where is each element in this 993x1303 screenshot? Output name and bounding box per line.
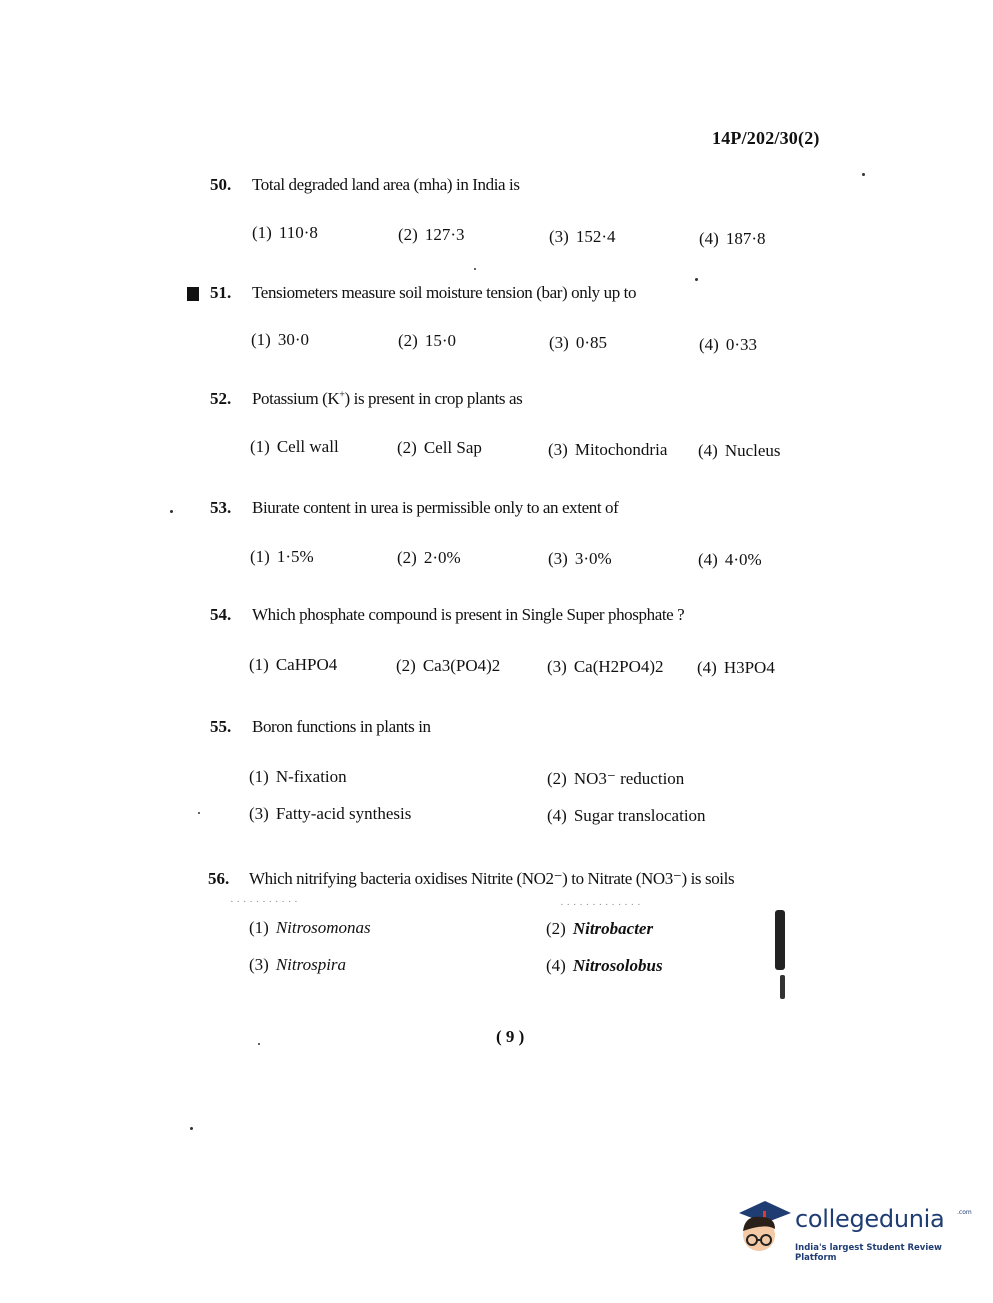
scan-speckle	[862, 173, 865, 176]
option-label: (4)	[699, 335, 719, 354]
option-50-2	[398, 225, 465, 245]
option-text: Nitrosomonas	[275, 918, 371, 937]
option-52-2	[397, 438, 482, 458]
question-text: Biurate content in urea is permissible only to an extent of	[252, 498, 619, 517]
option-51-3	[549, 333, 607, 353]
option-label: (3)	[548, 549, 568, 568]
question-number: 56.	[208, 869, 230, 888]
option-text: Cell Sap	[423, 438, 482, 457]
option-53-1	[250, 547, 314, 567]
option-50-3	[549, 227, 616, 247]
question-51	[0, 283, 993, 323]
page-number: ( 9 )	[496, 1027, 525, 1046]
option-label: (2)	[546, 919, 566, 938]
option-text: 152·4	[575, 227, 616, 246]
option-55-2	[547, 769, 684, 789]
option-label: (4)	[697, 658, 717, 677]
collegedunia-logo	[735, 1195, 972, 1265]
question-text: Which phosphate compound is present in Single Super phosphate ?	[252, 605, 685, 624]
option-label: (1)	[250, 547, 270, 566]
option-53-3	[548, 549, 612, 569]
option-text: Ca(H2PO4)2	[573, 657, 664, 676]
option-label: (4)	[698, 550, 718, 569]
question-text	[252, 389, 522, 409]
option-text: 127·3	[424, 225, 465, 244]
option-label: (3)	[549, 227, 569, 246]
question-50	[0, 175, 993, 215]
option-text: Nitrosolobus	[572, 956, 663, 975]
mascot-icon	[735, 1195, 793, 1257]
option-label: (1)	[249, 767, 269, 786]
question-text: Boron functions in plants in	[252, 717, 431, 736]
option-label: (3)	[549, 333, 569, 352]
option-text: 0·85	[575, 333, 607, 352]
scan-speckle	[258, 1043, 260, 1045]
superscript: +	[339, 389, 345, 401]
option-label: (4)	[699, 229, 719, 248]
question-text-pre: Potassium (K	[252, 389, 340, 408]
option-text: H3PO4	[723, 658, 775, 677]
option-text: Fatty-acid synthesis	[275, 804, 412, 823]
option-text: 110·8	[278, 223, 318, 242]
scan-speckle	[474, 268, 476, 270]
bleed-through-text: · · · · · · · · · · · · ·	[560, 899, 641, 911]
option-56-4	[546, 956, 663, 976]
option-label: (1)	[249, 918, 269, 937]
brand-tagline: India's largest Student Review Platform	[795, 1243, 942, 1263]
option-52-4	[698, 441, 781, 461]
option-label: (1)	[252, 223, 272, 242]
question-55	[0, 717, 993, 757]
option-text: Nucleus	[724, 441, 781, 460]
option-label: (2)	[547, 769, 567, 788]
scan-speckle	[190, 1127, 193, 1130]
scan-speckle	[198, 812, 200, 814]
scan-speckle	[695, 278, 698, 281]
question-text: Tensiometers measure soil moisture tension (bar) only up to	[252, 283, 637, 302]
option-54-4	[697, 658, 775, 678]
option-55-1	[249, 767, 347, 787]
option-50-4	[699, 229, 766, 249]
question-number: 50.	[210, 175, 232, 194]
option-label: (4)	[546, 956, 566, 975]
option-label: (2)	[396, 656, 416, 675]
question-number: 51.	[210, 283, 232, 302]
question-54	[0, 605, 993, 645]
question-number: 53.	[210, 498, 232, 517]
option-label: (3)	[547, 657, 567, 676]
question-number: 55.	[210, 717, 232, 736]
ink-smudge	[780, 975, 785, 999]
option-text: 1·5%	[276, 547, 314, 566]
option-51-1	[251, 330, 309, 350]
option-53-2	[397, 548, 461, 568]
question-number: 52.	[210, 389, 232, 408]
option-label: (1)	[250, 437, 270, 456]
option-53-4	[698, 550, 762, 570]
option-label: (2)	[397, 548, 417, 567]
option-text: Cell wall	[276, 437, 339, 456]
option-text: 2·0%	[423, 548, 461, 567]
question-number: 54.	[210, 605, 232, 624]
option-50-1	[252, 223, 318, 243]
option-text: 0·33	[725, 335, 757, 354]
option-55-4	[547, 806, 706, 826]
option-text: 3·0%	[574, 549, 612, 568]
option-52-1	[250, 437, 339, 457]
brand-domain: .com	[957, 1209, 972, 1216]
option-text: Nitrospira	[275, 955, 347, 974]
option-text: NO3⁻ reduction	[573, 769, 685, 788]
option-text: 4·0%	[724, 550, 762, 569]
option-56-1	[249, 918, 371, 938]
bleed-through-text: · · · · · · · · · · ·	[230, 896, 298, 908]
paper-code: 14P/202/30(2)	[712, 128, 820, 148]
brand-name: collegedunia	[795, 1205, 945, 1233]
question-text-post: ) is present in crop plants as	[344, 389, 523, 408]
question-text: Total degraded land area (mha) in India is	[252, 175, 520, 194]
option-56-2	[546, 919, 653, 939]
option-text: Mitochondria	[574, 440, 668, 459]
option-label: (2)	[397, 438, 417, 457]
question-text: Which nitrifying bacteria oxidises Nitrite (NO2⁻) to Nitrate (NO3⁻) is soils	[249, 869, 735, 888]
option-text: Sugar translocation	[573, 806, 706, 825]
option-label: (2)	[398, 331, 418, 350]
option-label: (3)	[548, 440, 568, 459]
option-55-3	[249, 804, 411, 824]
question-52	[0, 389, 993, 429]
option-text: Nitrobacter	[572, 919, 654, 938]
option-54-3	[547, 657, 664, 677]
option-text: 15·0	[424, 331, 456, 350]
option-label: (1)	[249, 655, 269, 674]
option-text: N-fixation	[275, 767, 347, 786]
question-53	[0, 498, 993, 538]
option-text: Ca3(PO4)2	[422, 656, 501, 675]
option-label: (2)	[398, 225, 418, 244]
option-text: 187·8	[725, 229, 766, 248]
option-56-3	[249, 955, 346, 975]
option-51-4	[699, 335, 757, 355]
option-51-2	[398, 331, 456, 351]
option-54-1	[249, 655, 337, 675]
option-label: (4)	[547, 806, 567, 825]
option-label: (4)	[698, 441, 718, 460]
option-text: 30·0	[277, 330, 309, 349]
option-52-3	[548, 440, 667, 460]
option-label: (1)	[251, 330, 271, 349]
scan-speckle	[170, 510, 173, 513]
question-56	[0, 869, 993, 909]
ink-smudge	[775, 910, 785, 970]
option-label: (3)	[249, 804, 269, 823]
option-54-2	[396, 656, 500, 676]
option-text: CaHPO4	[275, 655, 338, 674]
option-label: (3)	[249, 955, 269, 974]
